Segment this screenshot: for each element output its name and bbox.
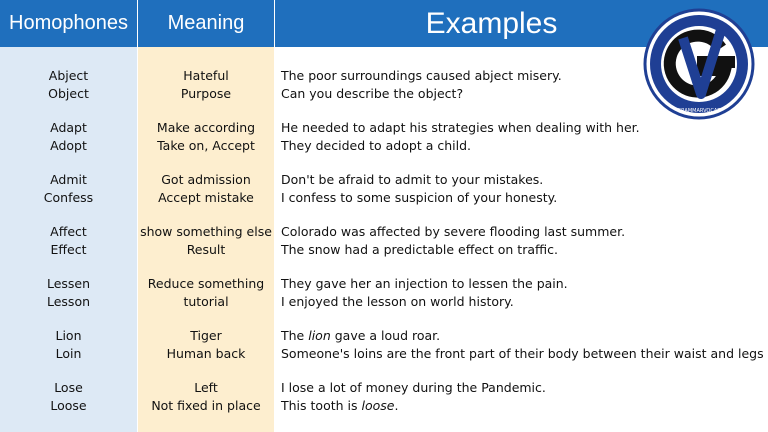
homophone-words-line: Affect xyxy=(50,224,87,239)
homophone-words xyxy=(0,379,137,414)
homophone-words-line: Loose xyxy=(50,397,87,413)
example-sentences-line: He needed to adapt his strategies when dealing with her. xyxy=(281,120,640,135)
meaning-text xyxy=(138,67,274,102)
example-sentences-line: They decided to adopt a child. xyxy=(281,137,471,153)
header-examples-label: Examples xyxy=(425,7,558,40)
homophone-words-line: Lose xyxy=(54,380,83,395)
meaning-text-line: Accept mistake xyxy=(158,189,254,205)
table-row xyxy=(0,379,768,431)
homophone-words xyxy=(0,67,137,102)
meaning-text xyxy=(138,379,274,414)
logo-text: GRAMMARVOCAB xyxy=(677,108,721,114)
example-sentences-line: I lose a lot of money during the Pandemic. xyxy=(281,380,546,395)
homophone-words xyxy=(0,119,137,154)
meaning-text-line: tutorial xyxy=(183,293,229,309)
example-sentences-line: The poor surroundings caused abject misery. xyxy=(281,68,562,83)
example-after-text: gave a loud roar. xyxy=(330,328,441,343)
homophone-words xyxy=(0,171,137,206)
table-row xyxy=(0,171,768,223)
example-sentences xyxy=(281,223,768,258)
example-sentences-line: The snow had a predictable effect on traffic. xyxy=(281,241,558,257)
homophone-words xyxy=(0,275,137,310)
homophone-words xyxy=(0,327,137,362)
example-after-text: . xyxy=(394,397,399,413)
example-sentences-line: Can you describe the object? xyxy=(281,85,464,101)
meaning-text xyxy=(138,327,274,362)
homophone-words-line: Adopt xyxy=(50,137,87,153)
example-sentences-line: Don't be afraid to admit to your mistakes. xyxy=(281,172,544,187)
table-row xyxy=(0,327,768,379)
example-italic-text: loose xyxy=(361,397,395,413)
header-homophones xyxy=(0,0,137,47)
example-sentences-line: I confess to some suspicion of your honesty. xyxy=(281,189,558,205)
meaning-text-line: Left xyxy=(194,380,218,395)
example-italic-text: lion xyxy=(308,328,331,343)
example-before-text: This tooth is xyxy=(281,397,362,413)
homophone-words-line: Lesson xyxy=(46,293,91,309)
homophone-words-line: Lessen xyxy=(46,276,91,291)
meaning-text xyxy=(138,171,274,206)
homophone-words-line: Object xyxy=(48,85,89,101)
header-homophones-label: Homophones xyxy=(9,12,128,34)
example-sentences-line: Colorado was affected by severe flooding last summer. xyxy=(281,224,626,239)
meaning-text-line: Got admission xyxy=(161,172,251,187)
grammarvocab-logo xyxy=(643,8,755,120)
example-before-text: The xyxy=(281,328,309,343)
example-sentences-line: Someone's loins are the front part of their body between their waist and legs xyxy=(281,345,764,361)
example-sentences xyxy=(281,327,768,362)
header-meaning-label: Meaning xyxy=(167,12,245,34)
table-row xyxy=(0,275,768,327)
homophone-words-line: Confess xyxy=(43,189,94,205)
table-row xyxy=(0,119,768,171)
meaning-text-line: Result xyxy=(186,241,226,257)
meaning-text xyxy=(138,275,274,310)
meaning-text-line: Human back xyxy=(166,345,246,361)
homophone-words-line: Effect xyxy=(50,241,87,257)
homophone-words-line: Lion xyxy=(55,328,82,343)
meaning-text-line: Hateful xyxy=(183,68,229,83)
meaning-text-line: Purpose xyxy=(180,85,232,101)
example-sentences xyxy=(281,119,768,154)
example-sentences xyxy=(281,379,768,414)
meaning-text-line: Take on, Accept xyxy=(157,137,255,153)
example-sentences-line xyxy=(281,327,768,345)
example-sentences xyxy=(281,171,768,206)
example-sentences-line: I enjoyed the lesson on world history. xyxy=(281,293,514,309)
meaning-text-line: Make according xyxy=(156,120,256,135)
homophone-words-line: Adapt xyxy=(50,120,87,135)
meaning-text-line: Tiger xyxy=(190,328,222,343)
homophone-words-line: Admit xyxy=(50,172,87,187)
header-meaning xyxy=(138,0,274,47)
example-sentences-line: They gave her an injection to lessen the pain. xyxy=(281,276,568,291)
example-sentences xyxy=(281,275,768,310)
meaning-text-line: Reduce something xyxy=(147,276,265,291)
homophone-words-line: Abject xyxy=(48,68,89,83)
meaning-text xyxy=(138,119,274,154)
homophone-words xyxy=(0,223,137,258)
table-row xyxy=(0,223,768,275)
meaning-text-line: show something else xyxy=(140,224,272,239)
example-sentences-line xyxy=(281,397,768,415)
meaning-text-line: Not fixed in place xyxy=(151,397,261,413)
homophone-words-line: Loin xyxy=(55,345,82,361)
meaning-text xyxy=(138,223,274,258)
